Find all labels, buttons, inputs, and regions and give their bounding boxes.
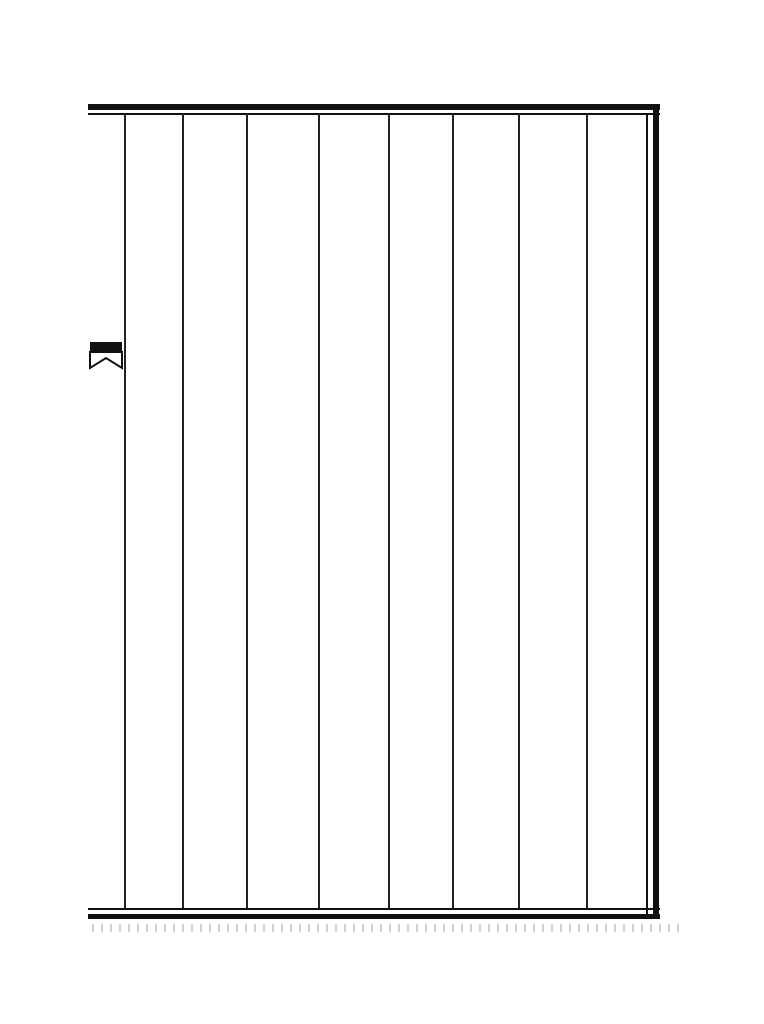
column-divider [586, 113, 588, 908]
text-column-3 [458, 116, 514, 906]
fishtail-mark-icon [88, 338, 124, 374]
column-divider [452, 113, 454, 908]
text-column-4 [394, 116, 450, 906]
column-divider [388, 113, 390, 908]
top-border-inner-rule [88, 113, 660, 115]
page-number [92, 752, 120, 812]
text-column-6 [256, 116, 312, 906]
collection-title [90, 118, 122, 328]
margin-divider [124, 113, 126, 908]
book-title [92, 450, 120, 600]
text-column-7 [190, 116, 246, 906]
text-column-5 [326, 116, 382, 906]
column-divider [246, 113, 248, 908]
column-divider [318, 113, 320, 908]
text-column-8 [128, 116, 184, 906]
scan-noise [92, 924, 680, 932]
column-divider [518, 113, 520, 908]
top-border-rule [88, 104, 660, 110]
right-border-rule [653, 104, 659, 919]
text-column-1 [592, 116, 648, 906]
bottom-border-inner-rule [88, 908, 660, 910]
text-column-2 [526, 116, 582, 906]
bottom-border-rule [88, 914, 660, 919]
